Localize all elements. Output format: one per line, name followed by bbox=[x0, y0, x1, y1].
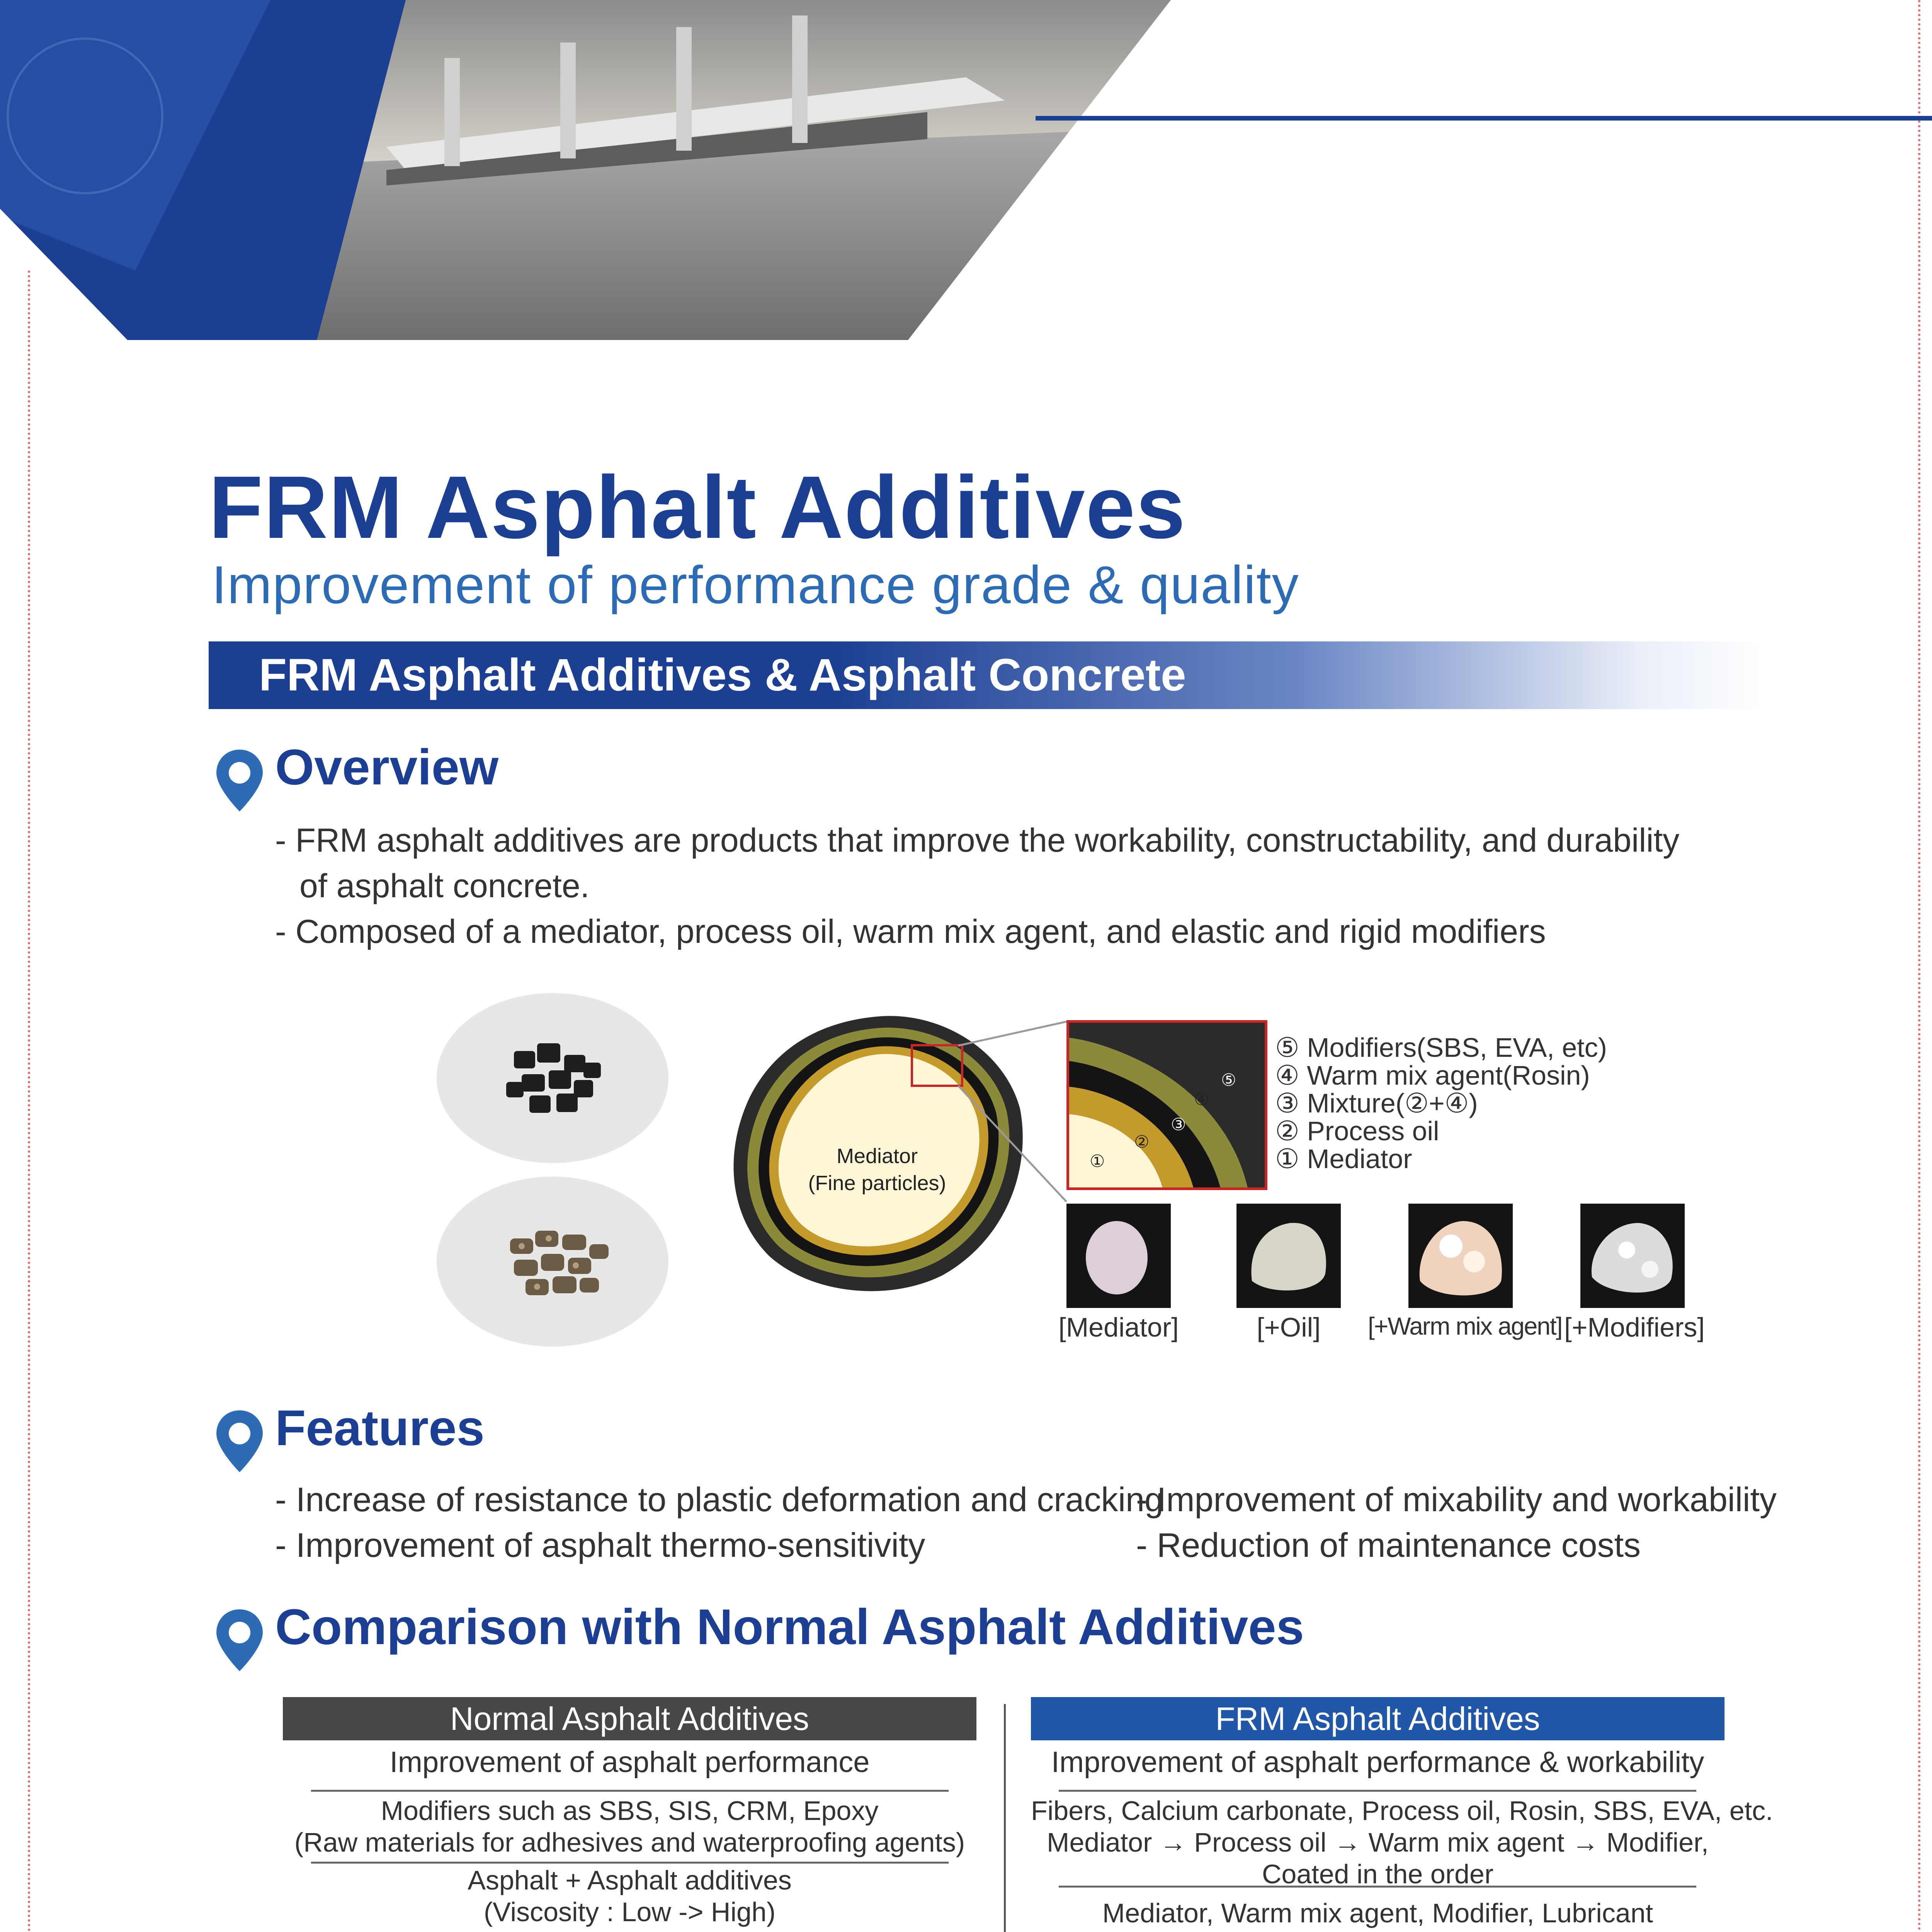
zoom-number-5: ⑤ bbox=[1221, 1070, 1236, 1090]
zoom-number-4: ④ bbox=[1194, 1090, 1209, 1109]
zoomed-layer-detail bbox=[1066, 1020, 1267, 1190]
divider bbox=[1059, 1790, 1696, 1792]
frm-line-3: Coated in the order bbox=[1262, 1859, 1494, 1889]
features-heading: Features bbox=[275, 1400, 485, 1456]
thumb-label-mediator: [Mediator] bbox=[1058, 1312, 1179, 1342]
location-pin-icon bbox=[214, 748, 265, 813]
layer-legend-item: ② Process oil bbox=[1275, 1116, 1439, 1146]
thumb-warm-mix bbox=[1408, 1204, 1513, 1308]
frm-sub-heading: Improvement of asphalt performance & workability bbox=[1051, 1746, 1704, 1779]
frm-additives-header: FRM Asphalt Additives bbox=[1031, 1697, 1725, 1740]
normal-line-4: (Viscosity : Low -> High) bbox=[483, 1897, 776, 1927]
layer-legend-item: ④ Warm mix agent(Rosin) bbox=[1275, 1060, 1590, 1090]
feature-item: - Reduction of maintenance costs bbox=[1136, 1526, 1641, 1564]
product-photo-brown-pellets bbox=[437, 1177, 668, 1347]
normal-additives-header: Normal Asphalt Additives bbox=[283, 1697, 976, 1740]
frm-line-1: Fibers, Calcium carbonate, Process oil, Rosin, SBS, EVA, etc. bbox=[1031, 1796, 1773, 1826]
layer-legend-item: ① Mediator bbox=[1275, 1144, 1412, 1174]
page-title: FRM Asphalt Additives bbox=[209, 457, 1186, 557]
zoom-number-3: ③ bbox=[1171, 1115, 1186, 1134]
page-border-right bbox=[1918, 0, 1920, 1932]
normal-line-1: Modifiers such as SBS, SIS, CRM, Epoxy bbox=[381, 1796, 879, 1826]
location-pin-icon bbox=[214, 1408, 265, 1474]
section-banner-title: FRM Asphalt Additives & Asphalt Concrete bbox=[259, 650, 1186, 701]
product-photo-black-pellets bbox=[437, 993, 668, 1163]
divider bbox=[311, 1862, 949, 1864]
header-rule bbox=[1036, 116, 1932, 121]
overview-heading: Overview bbox=[275, 739, 499, 795]
feature-item: - Improvement of mixability and workability bbox=[1136, 1480, 1777, 1519]
mediator-label-2: (Fine particles) bbox=[808, 1172, 946, 1195]
frm-line-4: Mediator, Warm mix agent, Modifier, Lubricant bbox=[1102, 1898, 1653, 1928]
column-separator bbox=[1004, 1704, 1006, 1932]
thumb-modifiers bbox=[1580, 1204, 1685, 1308]
page-border-left bbox=[28, 270, 30, 1932]
normal-line-2: (Raw materials for adhesives and waterproofing agents) bbox=[294, 1827, 965, 1857]
overview-line-3: - Composed of a mediator, process oil, warm mix agent, and elastic and rigid modifiers bbox=[275, 913, 1546, 950]
thumb-mediator bbox=[1066, 1204, 1171, 1308]
thumb-label-warm-mix: [+Warm mix agent] bbox=[1368, 1312, 1562, 1340]
comparison-heading: Comparison with Normal Asphalt Additives bbox=[275, 1599, 1304, 1655]
divider bbox=[1059, 1886, 1696, 1888]
normal-sub-heading: Improvement of asphalt performance bbox=[389, 1746, 870, 1779]
layer-legend-item: ⑤ Modifiers(SBS, EVA, etc) bbox=[1275, 1032, 1607, 1063]
layer-legend-item: ③ Mixture(②+④) bbox=[1275, 1088, 1478, 1118]
feature-item: - Increase of resistance to plastic deformation and cracking bbox=[275, 1480, 1163, 1519]
feature-item: - Improvement of asphalt thermo-sensitivity bbox=[275, 1526, 925, 1564]
layer-legend bbox=[1275, 1034, 1607, 1173]
thumb-label-oil: [+Oil] bbox=[1257, 1312, 1321, 1342]
zoom-number-1: ① bbox=[1090, 1151, 1105, 1171]
overview-line-2: of asphalt concrete. bbox=[299, 867, 590, 905]
overview-line-1: - FRM asphalt additives are products that improve the workability, constructability, and durability bbox=[275, 822, 1680, 859]
location-pin-icon bbox=[214, 1607, 265, 1673]
thumb-label-modifiers: [+Modifiers] bbox=[1564, 1312, 1705, 1342]
frm-line-2: Mediator → Process oil → Warm mix agent → Modifier, bbox=[1047, 1827, 1709, 1857]
thumb-oil bbox=[1236, 1204, 1341, 1308]
header-road-image bbox=[0, 0, 1171, 340]
zoom-number-2: ② bbox=[1134, 1132, 1150, 1152]
mediator-label-1: Mediator bbox=[836, 1145, 918, 1168]
page-subtitle: Improvement of performance grade & quality bbox=[212, 555, 1299, 615]
divider bbox=[311, 1790, 949, 1792]
normal-line-3: Asphalt + Asphalt additives bbox=[468, 1865, 792, 1895]
